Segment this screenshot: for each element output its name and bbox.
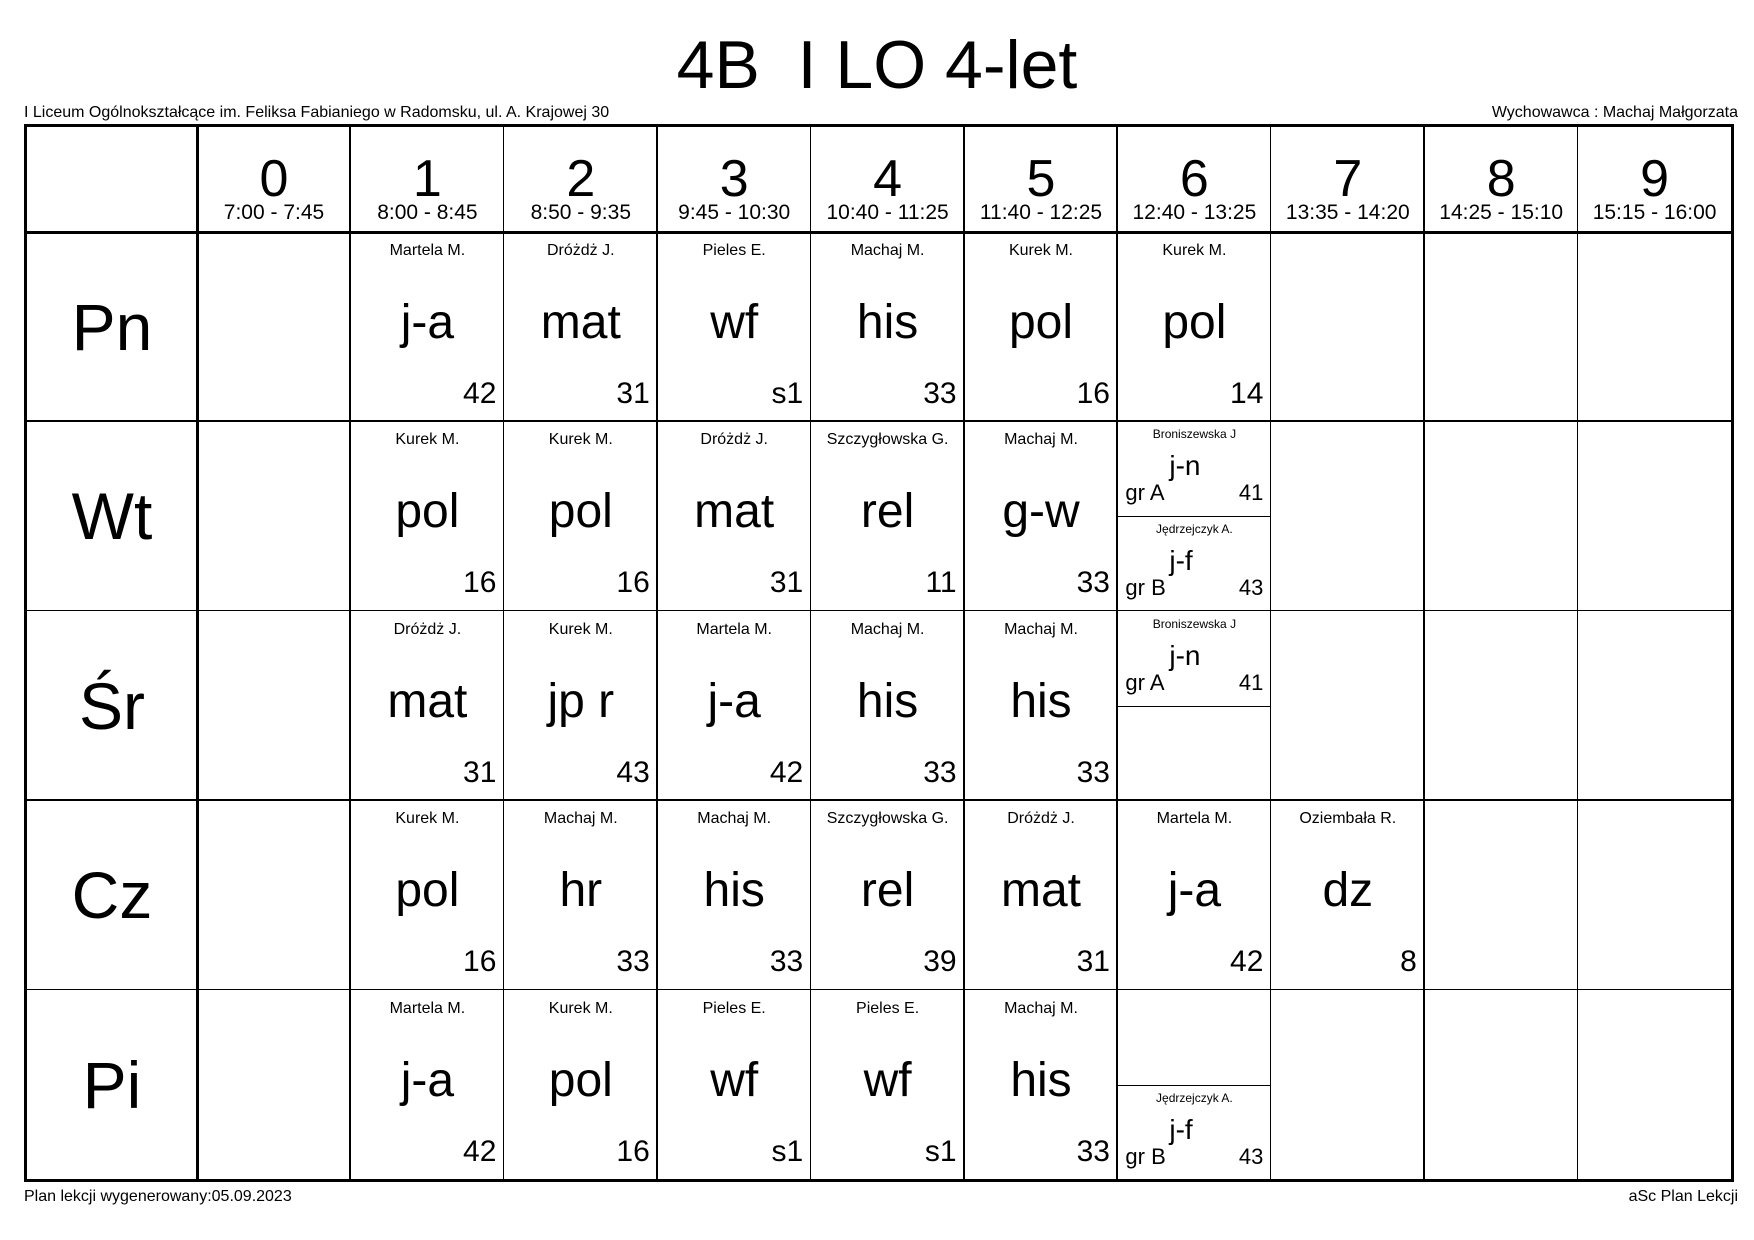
lesson-subject: pol: [395, 485, 460, 539]
lesson-room: s1: [771, 1134, 804, 1168]
lesson-room: 41: [1238, 669, 1264, 695]
lesson-teacher: Pieles E.: [702, 242, 766, 259]
lesson-room: 42: [769, 755, 804, 789]
lesson-cell: [350, 800, 504, 990]
lesson-subject: his: [856, 674, 919, 728]
lesson-group: gr B: [1125, 1143, 1166, 1169]
school-name: I Liceum Ogólnokształcące im. Feliksa Fabianiego w Radomsku, ul. A. Krajowej 30: [24, 104, 610, 121]
lesson-cell: [964, 611, 1118, 801]
lesson-teacher: Broniszewska J: [1152, 427, 1237, 442]
lesson-cell: [1117, 990, 1271, 1180]
lesson-room: 33: [1076, 1134, 1110, 1168]
period-time: 10:40 - 11:25: [826, 201, 949, 224]
lesson-subject: j-a: [707, 674, 761, 728]
lesson-room: 31: [463, 755, 497, 789]
lesson-room: 42: [1230, 945, 1264, 979]
lesson-teacher: Dróżdż J.: [547, 242, 615, 259]
generated-date: Plan lekcji wygenerowany:05.09.2023: [24, 1188, 292, 1205]
lesson-subject: j-a: [400, 1053, 455, 1107]
lesson-room: 33: [1076, 755, 1110, 789]
lesson-subject: pol: [548, 1053, 613, 1107]
lesson-subject: j-n: [1169, 639, 1201, 671]
period-number: 9: [1640, 150, 1670, 208]
lesson-cell: [1117, 421, 1271, 611]
period-header-0: [197, 127, 351, 232]
lesson-subject: wf: [710, 296, 759, 349]
day-label-4: Pi: [82, 1047, 142, 1122]
lesson-teacher: Dróżdż J.: [700, 431, 768, 449]
lesson-room: s1: [771, 377, 804, 410]
lesson-cell: [504, 990, 658, 1180]
lesson-room: 42: [463, 377, 497, 410]
lesson-room: 41: [1238, 480, 1264, 506]
lesson-teacher: Machaj M.: [850, 620, 925, 638]
lesson-room: 16: [616, 566, 650, 600]
lesson-room: 14: [1230, 377, 1264, 410]
lesson-teacher: Machaj M.: [850, 242, 925, 259]
lesson-teacher: Dróżdż J.: [1007, 810, 1075, 828]
column-divider: [1577, 127, 1579, 1179]
lesson-teacher: Jędrzejczyk A.: [1156, 1090, 1233, 1105]
lesson-teacher: Kurek M.: [548, 431, 613, 449]
lesson-cell: [657, 990, 811, 1180]
lesson-teacher: Dróżdż J.: [393, 620, 462, 638]
lesson-cell: [657, 421, 811, 611]
class-tutor: Wychowawca : Machaj Małgorzata: [1491, 104, 1738, 121]
software-name: aSc Plan Lekcji: [1628, 1188, 1738, 1205]
lesson-subject: j-f: [1169, 1113, 1193, 1145]
lesson-cell: [964, 800, 1118, 990]
lesson-room: 16: [1076, 377, 1110, 410]
lesson-cell: [811, 990, 965, 1180]
lesson-cell: [350, 421, 504, 611]
lesson-cell: [350, 232, 504, 422]
lesson-teacher: Kurek M.: [548, 620, 613, 638]
lesson-cell: [811, 611, 965, 801]
period-header-2: [504, 127, 658, 232]
lesson-room: 33: [923, 755, 957, 789]
lesson-teacher: Kurek M.: [1162, 242, 1227, 259]
lesson-teacher: Kurek M.: [395, 810, 460, 828]
period-number: 8: [1486, 150, 1516, 208]
group-lesson: [1117, 611, 1271, 706]
lesson-group: gr B: [1125, 575, 1166, 601]
lesson-subject: mat: [540, 296, 621, 349]
period-header-7: [1271, 127, 1425, 232]
lesson-cell: [1117, 232, 1271, 422]
period-time: 8:50 - 9:35: [530, 201, 631, 224]
lesson-teacher: Jędrzejczyk A.: [1156, 522, 1233, 537]
lesson-cell: [657, 800, 811, 990]
period-time: 11:40 - 12:25: [979, 201, 1103, 224]
lesson-subject: j-n: [1169, 450, 1201, 482]
lesson-cell: [811, 421, 965, 611]
lesson-teacher: Martela M.: [389, 242, 466, 259]
lesson-cell: [811, 232, 965, 422]
lesson-teacher: Szczygłowska G.: [826, 431, 949, 449]
lesson-subject: mat: [694, 485, 775, 539]
lesson-subject: j-f: [1169, 545, 1193, 577]
period-header-9: [1578, 127, 1732, 232]
day-label-2: Śr: [79, 668, 145, 743]
lesson-room: 16: [463, 566, 497, 600]
period-header-1: [350, 127, 504, 232]
period-header-8: [1424, 127, 1578, 232]
lesson-room: 16: [463, 945, 497, 979]
lesson-subject: his: [856, 296, 919, 349]
lesson-subject: his: [1010, 1053, 1072, 1107]
period-number: 4: [873, 150, 903, 208]
period-time: 7:00 - 7:45: [223, 201, 325, 224]
day-label-0: Pn: [71, 290, 153, 364]
lesson-room: 31: [616, 377, 650, 410]
lesson-room: 33: [616, 945, 650, 979]
lesson-subject: pol: [395, 864, 460, 918]
lesson-teacher: Martela M.: [389, 999, 466, 1017]
lesson-teacher: Machaj M.: [1004, 620, 1078, 638]
period-time: 12:40 - 13:25: [1132, 201, 1257, 224]
lesson-cell: [1271, 800, 1425, 990]
period-time: 8:00 - 8:45: [377, 201, 478, 224]
lesson-cell: [504, 421, 658, 611]
lesson-cell: [964, 990, 1118, 1180]
lesson-subject: pol: [1008, 296, 1074, 349]
lesson-subject: j-a: [1167, 864, 1222, 918]
lesson-room: 33: [769, 945, 804, 979]
lesson-room: 8: [1400, 945, 1417, 979]
lesson-subject: pol: [1162, 296, 1227, 349]
lesson-subject: j-a: [400, 296, 455, 349]
lesson-room: 31: [1076, 945, 1110, 979]
lesson-cell: [504, 611, 658, 801]
period-number: 7: [1333, 150, 1363, 208]
period-number: 0: [259, 150, 289, 208]
lesson-cell: [657, 232, 811, 422]
lesson-cell: [350, 990, 504, 1180]
group-divider: [1117, 706, 1271, 707]
lesson-subject: wf: [863, 1053, 912, 1107]
lesson-teacher: Kurek M.: [548, 999, 613, 1017]
lesson-subject: his: [1010, 674, 1072, 728]
lesson-room: 43: [1238, 1143, 1264, 1169]
lesson-teacher: Oziembała R.: [1299, 810, 1397, 828]
lesson-teacher: Machaj M.: [543, 810, 618, 828]
lesson-subject: dz: [1322, 864, 1374, 918]
period-number: 5: [1026, 150, 1056, 208]
period-header-4: [811, 127, 965, 232]
lesson-subject: wf: [710, 1053, 759, 1107]
period-number: 6: [1179, 150, 1209, 208]
lesson-room: 33: [923, 377, 957, 410]
lesson-subject: mat: [387, 674, 468, 728]
lesson-subject: jp r: [547, 674, 615, 728]
lesson-room: s1: [924, 1134, 957, 1168]
period-number: 2: [566, 150, 596, 208]
lesson-cell: [504, 800, 658, 990]
lesson-teacher: Broniszewska J: [1152, 616, 1237, 631]
lesson-teacher: Szczygłowska G.: [826, 810, 949, 828]
lesson-room: 39: [923, 945, 957, 979]
lesson-cell: [811, 800, 965, 990]
lesson-teacher: Pieles E.: [856, 999, 920, 1017]
lesson-room: 11: [925, 566, 957, 600]
lesson-subject: hr: [559, 864, 603, 918]
lesson-teacher: Kurek M.: [395, 431, 460, 449]
period-time: 15:15 - 16:00: [1592, 201, 1717, 224]
lesson-teacher: Kurek M.: [1008, 242, 1073, 259]
lesson-cell: [1117, 611, 1271, 801]
lesson-room: 43: [1238, 575, 1264, 601]
lesson-teacher: Martela M.: [1156, 810, 1233, 828]
group-lesson: [1117, 1085, 1271, 1180]
lesson-cell: [964, 232, 1118, 422]
lesson-teacher: Machaj M.: [1004, 431, 1078, 449]
period-header-3: [657, 127, 811, 232]
period-number: 1: [412, 150, 442, 208]
group-lesson: [1117, 421, 1271, 516]
lesson-subject: pol: [548, 485, 613, 539]
page-title: 4B I LO 4-let: [676, 27, 1078, 103]
lesson-room: 42: [463, 1134, 497, 1168]
lesson-teacher: Machaj M.: [1004, 999, 1078, 1017]
day-label-3: Cz: [71, 858, 153, 933]
day-label-1: Wt: [71, 479, 153, 554]
period-header-6: [1117, 127, 1271, 232]
lesson-subject: his: [703, 864, 765, 918]
lesson-room: 31: [769, 566, 804, 600]
lesson-room: 16: [616, 1134, 650, 1168]
period-time: 14:25 - 15:10: [1439, 201, 1564, 224]
lesson-teacher: Machaj M.: [697, 810, 772, 828]
lesson-cell: [964, 421, 1118, 611]
lesson-teacher: Martela M.: [696, 620, 772, 638]
period-time: 9:45 - 10:30: [678, 201, 791, 224]
period-header-5: [964, 127, 1118, 232]
lesson-group: gr A: [1125, 480, 1165, 506]
timetable-grid: [24, 124, 1734, 1182]
lesson-cell: [657, 611, 811, 801]
column-divider: [1423, 127, 1425, 1179]
lesson-subject: rel: [860, 485, 915, 539]
lesson-room: 33: [1076, 566, 1110, 600]
lesson-cell: [1117, 800, 1271, 990]
lesson-teacher: Pieles E.: [702, 999, 766, 1017]
period-number: 3: [719, 150, 749, 208]
lesson-room: 43: [616, 755, 650, 789]
lesson-cell: [504, 232, 658, 422]
lesson-cell: [350, 611, 504, 801]
group-lesson: [1117, 516, 1271, 611]
lesson-subject: mat: [1000, 864, 1081, 918]
lesson-subject: rel: [860, 864, 915, 918]
lesson-subject: g-w: [1002, 485, 1080, 539]
period-time: 13:35 - 14:20: [1285, 201, 1410, 224]
lesson-group: gr A: [1125, 669, 1165, 695]
